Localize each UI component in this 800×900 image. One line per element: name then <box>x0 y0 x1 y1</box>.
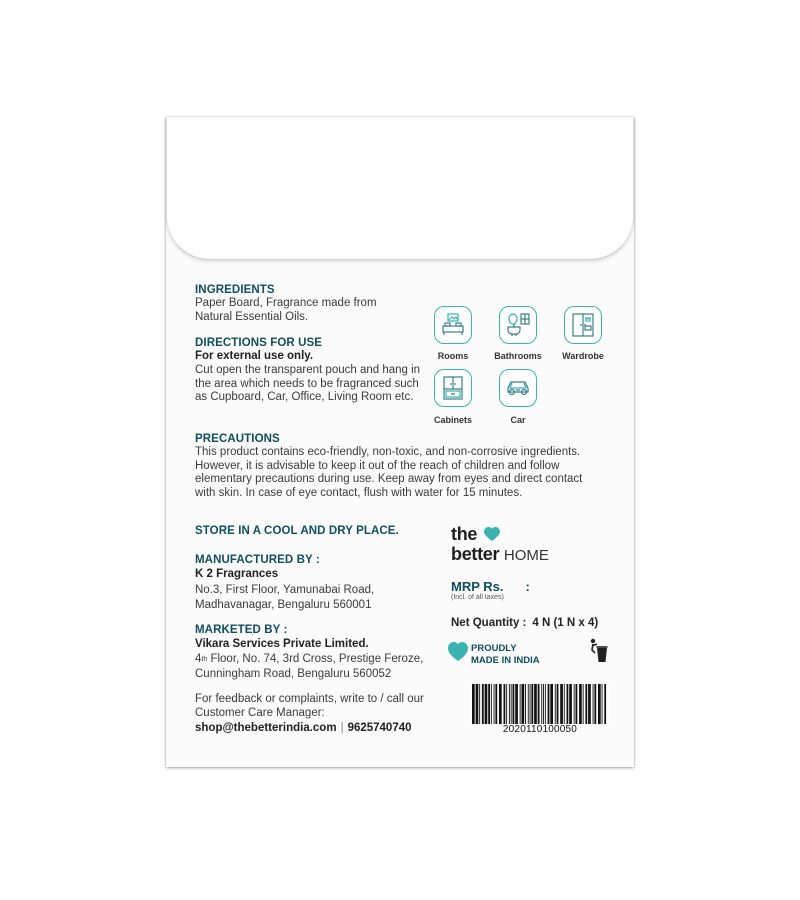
barcode-bar <box>485 684 488 724</box>
barcode-bar <box>567 684 569 724</box>
ingredients-text: Paper Board, Fragrance made from Natural Essential Oils. <box>195 297 377 323</box>
bedroom-icon <box>434 306 472 344</box>
precautions-heading: PRECAUTIONS <box>195 433 280 445</box>
barcode-bar <box>534 684 537 724</box>
manufacturer-address <box>195 583 415 613</box>
marketer-address-line1 <box>195 652 455 667</box>
barcode-bar <box>550 684 553 724</box>
wardrobe-icon <box>564 306 602 344</box>
mrp-tax-note: (Incl. of all taxes) <box>451 594 504 601</box>
floor-number: 4 <box>195 653 202 665</box>
floor-suffix: th <box>201 656 208 663</box>
barcode-bar <box>574 684 575 724</box>
barcode-bar <box>525 684 526 724</box>
envelope-flap <box>166 117 634 260</box>
barcode-bar <box>545 684 546 724</box>
barcode-number: 2020110100050 <box>502 724 578 735</box>
made-in-india-text <box>471 643 540 667</box>
manufacturer-address-line2: Madhavanagar, Bengaluru 560001 <box>195 599 372 611</box>
barcode-bar <box>472 684 475 724</box>
logo-better-text: better <box>451 544 500 564</box>
mrp-text: MRP Rs. <box>451 579 504 594</box>
product-label-card <box>166 117 634 767</box>
feedback-text: For feedback or complaints, write to / call our Customer Care Manager: <box>195 693 424 719</box>
marketer-heading: MARKETED BY : <box>195 624 288 636</box>
logo-better <box>451 544 549 565</box>
car-icon <box>499 369 537 407</box>
barcode-bar <box>520 684 521 724</box>
barcode-bar <box>564 684 565 724</box>
barcode-bar <box>499 684 502 724</box>
barcode-bar <box>528 684 529 724</box>
heart-icon <box>484 527 500 542</box>
manufacturer-address-line1: No.3, First Floor, Yamunabai Road, <box>195 584 375 596</box>
barcode-bar <box>491 684 492 724</box>
bathroom-icon <box>499 306 537 344</box>
contact-email: shop@thebetterindia.com <box>195 722 337 734</box>
contact-phone: 9625740740 <box>347 722 412 734</box>
barcode-bar <box>479 684 480 724</box>
usage-label-car: Car <box>510 415 526 425</box>
marketer-address-line2: Cunningham Road, Bengaluru 560052 <box>195 668 392 680</box>
barcode-bar <box>495 684 497 724</box>
directions-text: Cut open the transparent pouch and hang in the area which needs to be fragranced such as Cupboard, Car, Office, Living Room etc. <box>195 364 421 403</box>
barcode-bar <box>583 684 584 724</box>
barcode-bar <box>476 684 479 724</box>
usage-label-cabinets: Cabinets <box>433 415 472 425</box>
marketer-address <box>195 652 455 682</box>
cabinet-icon <box>434 369 472 407</box>
directions-heading: DIRECTIONS FOR USE <box>195 337 323 349</box>
barcode-bar <box>579 684 582 724</box>
barcode-bar <box>509 684 510 724</box>
logo-the: the <box>451 524 478 544</box>
net-quantity-label: Net Quantity : <box>451 617 527 629</box>
barcode-bar <box>482 684 484 724</box>
barcode-bar <box>494 684 495 724</box>
barcode-bar <box>585 684 587 724</box>
barcode-bar <box>594 684 596 724</box>
usage-label-bathrooms: Bathrooms <box>494 351 542 361</box>
barcode-bar <box>557 684 559 724</box>
storage-instruction: STORE IN A COOL AND DRY PLACE. <box>195 525 399 537</box>
usage-label-wardrobe: Wardrobe <box>562 351 604 361</box>
barcode <box>470 684 610 724</box>
barcode-bar <box>569 684 572 724</box>
barcode-bar <box>576 684 578 724</box>
barcode-bar <box>511 684 512 724</box>
barcode-bar <box>530 684 531 724</box>
barcode-bar <box>506 684 507 724</box>
ingredients-heading: INGREDIENTS <box>195 284 275 296</box>
barcode-bar <box>531 684 533 724</box>
external-use-note: For external use only. <box>195 350 314 362</box>
proudly-line1: PROUDLY <box>471 643 517 654</box>
barcode-bar <box>548 684 550 724</box>
barcode-bar <box>513 684 515 724</box>
net-quantity <box>451 617 598 629</box>
barcode-bar <box>598 684 601 724</box>
barcode-bar <box>538 684 540 724</box>
barcode-bar <box>488 684 490 724</box>
barcode-bar <box>602 684 603 724</box>
barcode-bar <box>522 684 525 724</box>
dispose-in-bin-icon <box>587 637 609 665</box>
made-in-india-heart-icon <box>448 642 468 662</box>
manufacturer-heading: MANUFACTURED BY : <box>195 554 320 566</box>
barcode-bar <box>543 684 544 724</box>
manufacturer-name: K 2 Fragrances <box>195 568 279 580</box>
barcode-bar <box>541 684 542 724</box>
precautions-text: This product contains eco-friendly, non-toxic, and non-corrosive ingredients. However, it is advisable to keep it out of the reach of children and follow elementary precautions during use. Keep away from eyes and direct contact with skin. In case of eye contact, flush with water for 15 minutes. <box>195 446 583 499</box>
logo-home: HOME <box>503 547 549 564</box>
contact-separator: | <box>340 722 344 734</box>
marketer-name: Vikara Services Private Limited. <box>195 638 369 650</box>
barcode-bar <box>515 684 518 724</box>
barcode-bar <box>555 684 556 724</box>
net-quantity-value: 4 N (1 N x 4) <box>532 617 599 629</box>
barcode-bar <box>593 684 594 724</box>
barcode-bar <box>504 684 506 724</box>
barcode-bar <box>588 684 591 724</box>
mrp-colon: : <box>525 579 530 594</box>
proudly-line2: MADE IN INDIA <box>471 655 540 666</box>
barcode-bar <box>560 684 563 724</box>
marketer-address-line1-rest: Floor, No. 74, 3rd Cross, Prestige Feroze, <box>207 653 424 665</box>
mrp-label <box>451 579 530 594</box>
barcode-bar <box>604 684 606 724</box>
contact-line <box>195 722 412 734</box>
usage-label-rooms: Rooms <box>437 351 469 361</box>
